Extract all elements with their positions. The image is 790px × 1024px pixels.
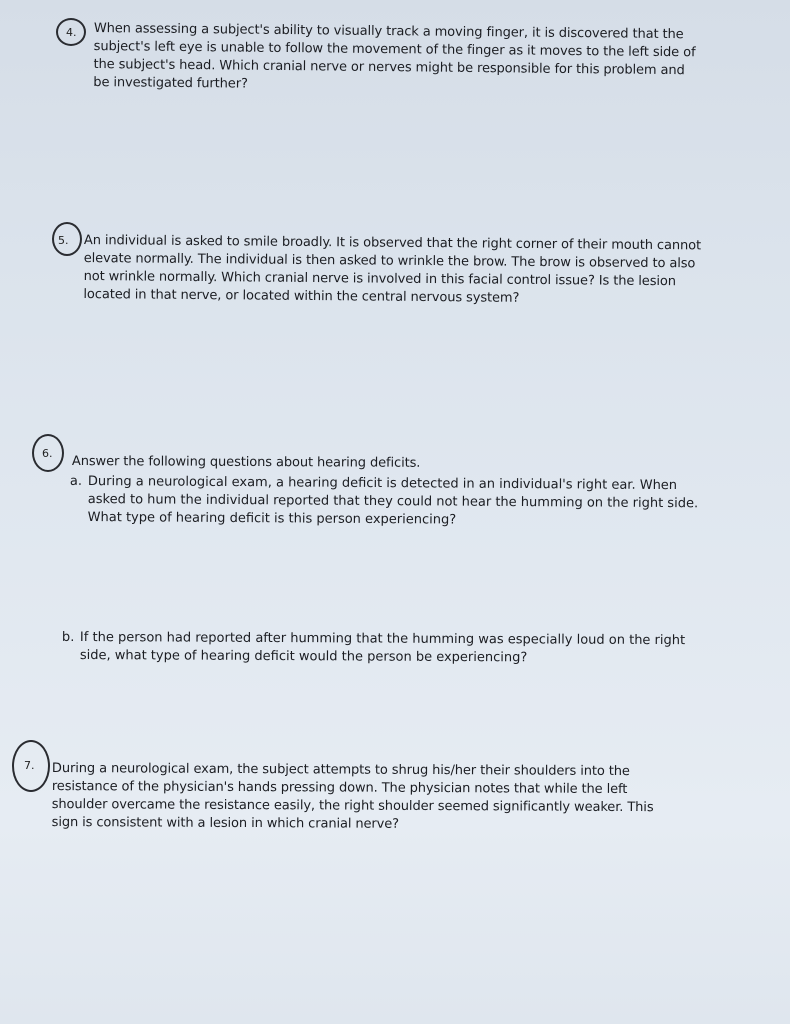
question-6a-marker: a. [69, 473, 83, 489]
question-6a [69, 473, 708, 531]
question-5-text [83, 232, 706, 309]
question-4-number: 4. [66, 26, 77, 39]
question-6b-marker: b. [61, 629, 75, 645]
question-6-body: Answer the following questions about hearing deficits. [71, 454, 421, 471]
question-6-number: 6. [42, 447, 53, 460]
question-5-body: An individual is asked to smile broadly. It is observed that the right corner of their mouth cannot elevate normally. The individual is then asked to wrinkle the brow. The brow is observed to also not wrinkle normally. Which cranial nerve is involved in this facial control issue? Is the lesion located in that nerve, or located within the central nervous system? [83, 232, 702, 306]
question-7-text [52, 760, 682, 835]
question-4-text [93, 20, 704, 98]
question-6-text [72, 453, 692, 474]
question-7-body: During a neurological exam, the subject attempts to shrug his/her their shoulders into the resistance of the physician's hands pressing down. The physician notes that while the left shoulder overcame the resistance easily, the right shoulder seemed significantly weaker. This sign is consistent with a lesion in which cranial nerve? [51, 761, 654, 832]
question-7-number: 7. [24, 759, 35, 772]
question-4-body: When assessing a subject's ability to visually track a moving finger, it is discovered that the subject's left eye is unable to follow the movement of the finger as it moves to the left side of the subject's head. Which cranial nerve or nerves might be responsible for this problem and be investigated further? [93, 20, 696, 92]
question-6b-body: If the person had reported after humming that the humming was especially loud on the right side, what type of hearing deficit would the person be experiencing? [79, 630, 686, 666]
question-6a-body: During a neurological exam, a hearing deficit is detected in an individual's right ear. When asked to hum the individual reported that they could not hear the humming on the right side. What type of hearing deficit is this person experiencing? [87, 473, 699, 528]
question-5-number: 5. [58, 234, 69, 247]
question-6b [61, 629, 706, 668]
